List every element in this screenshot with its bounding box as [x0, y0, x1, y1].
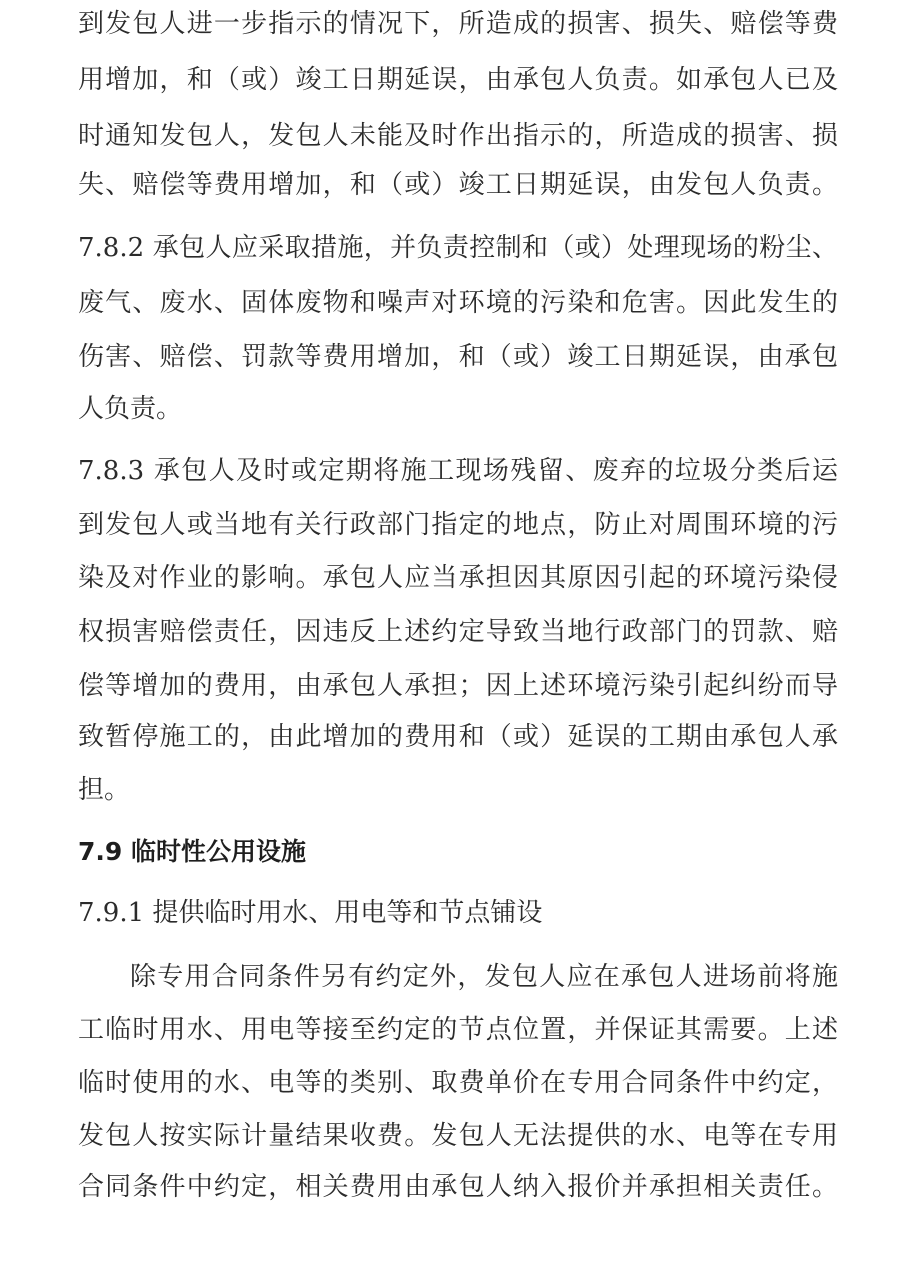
clause-7-8-3-line: 权损害赔偿责任，因违反上述约定导致当地行政部门的罚款、赔	[78, 617, 838, 647]
paragraph-line: 到发包人进一步指示的情况下，所造成的损害、损失、赔偿等费	[78, 9, 838, 39]
paragraph-line: 时通知发包人，发包人未能及时作出指示的，所造成的损害、损	[78, 121, 838, 151]
section-7-9-heading: 7.9 临时性公用设施	[78, 837, 306, 866]
clause-7-9-1-line: 除专用合同条件另有约定外，发包人应在承包人进场前将施	[130, 962, 838, 992]
clause-7-8-3-line: 致暂停施工的，由此增加的费用和（或）延误的工期由承包人承	[78, 722, 838, 752]
clause-7-9-1-line: 合同条件中约定，相关费用由承包人纳入报价并承担相关责任。	[78, 1172, 838, 1202]
paragraph-line: 失、赔偿等费用增加，和（或）竣工日期延误，由发包人负责。	[78, 170, 838, 200]
clause-7-9-1-line: 临时使用的水、电等的类别、取费单价在专用合同条件中约定，	[78, 1068, 838, 1098]
clause-7-8-3-line: 7.8.3 承包人及时或定期将施工现场残留、废弃的垃圾分类后运	[78, 456, 838, 486]
clause-7-8-3-line: 偿等增加的费用，由承包人承担；因上述环境污染引起纠纷而导	[78, 671, 838, 701]
clause-7-9-1-line: 发包人按实际计量结果收费。发包人无法提供的水、电等在专用	[78, 1121, 838, 1151]
clause-7-8-2-line: 人负责。	[78, 394, 183, 424]
clause-7-8-2-line: 伤害、赔偿、罚款等费用增加，和（或）竣工日期延误，由承包	[78, 342, 838, 372]
clause-7-8-2-line: 7.8.2 承包人应采取措施，并负责控制和（或）处理现场的粉尘、	[78, 233, 838, 263]
paragraph-line: 用增加，和（或）竣工日期延误，由承包人负责。如承包人已及	[78, 65, 838, 95]
clause-7-8-3-line: 染及对作业的影响。承包人应当承担因其原因引起的环境污染侵	[78, 563, 838, 593]
clause-7-9-1-heading: 7.9.1 提供临时用水、用电等和节点铺设	[78, 898, 543, 928]
clause-7-8-3-line: 担。	[78, 775, 131, 805]
clause-7-9-1-line: 工临时用水、用电等接至约定的节点位置，并保证其需要。上述	[78, 1015, 838, 1045]
clause-7-8-3-line: 到发包人或当地有关行政部门指定的地点，防止对周围环境的污	[78, 510, 838, 540]
clause-7-8-2-line: 废气、废水、固体废物和噪声对环境的污染和危害。因此发生的	[78, 288, 838, 318]
